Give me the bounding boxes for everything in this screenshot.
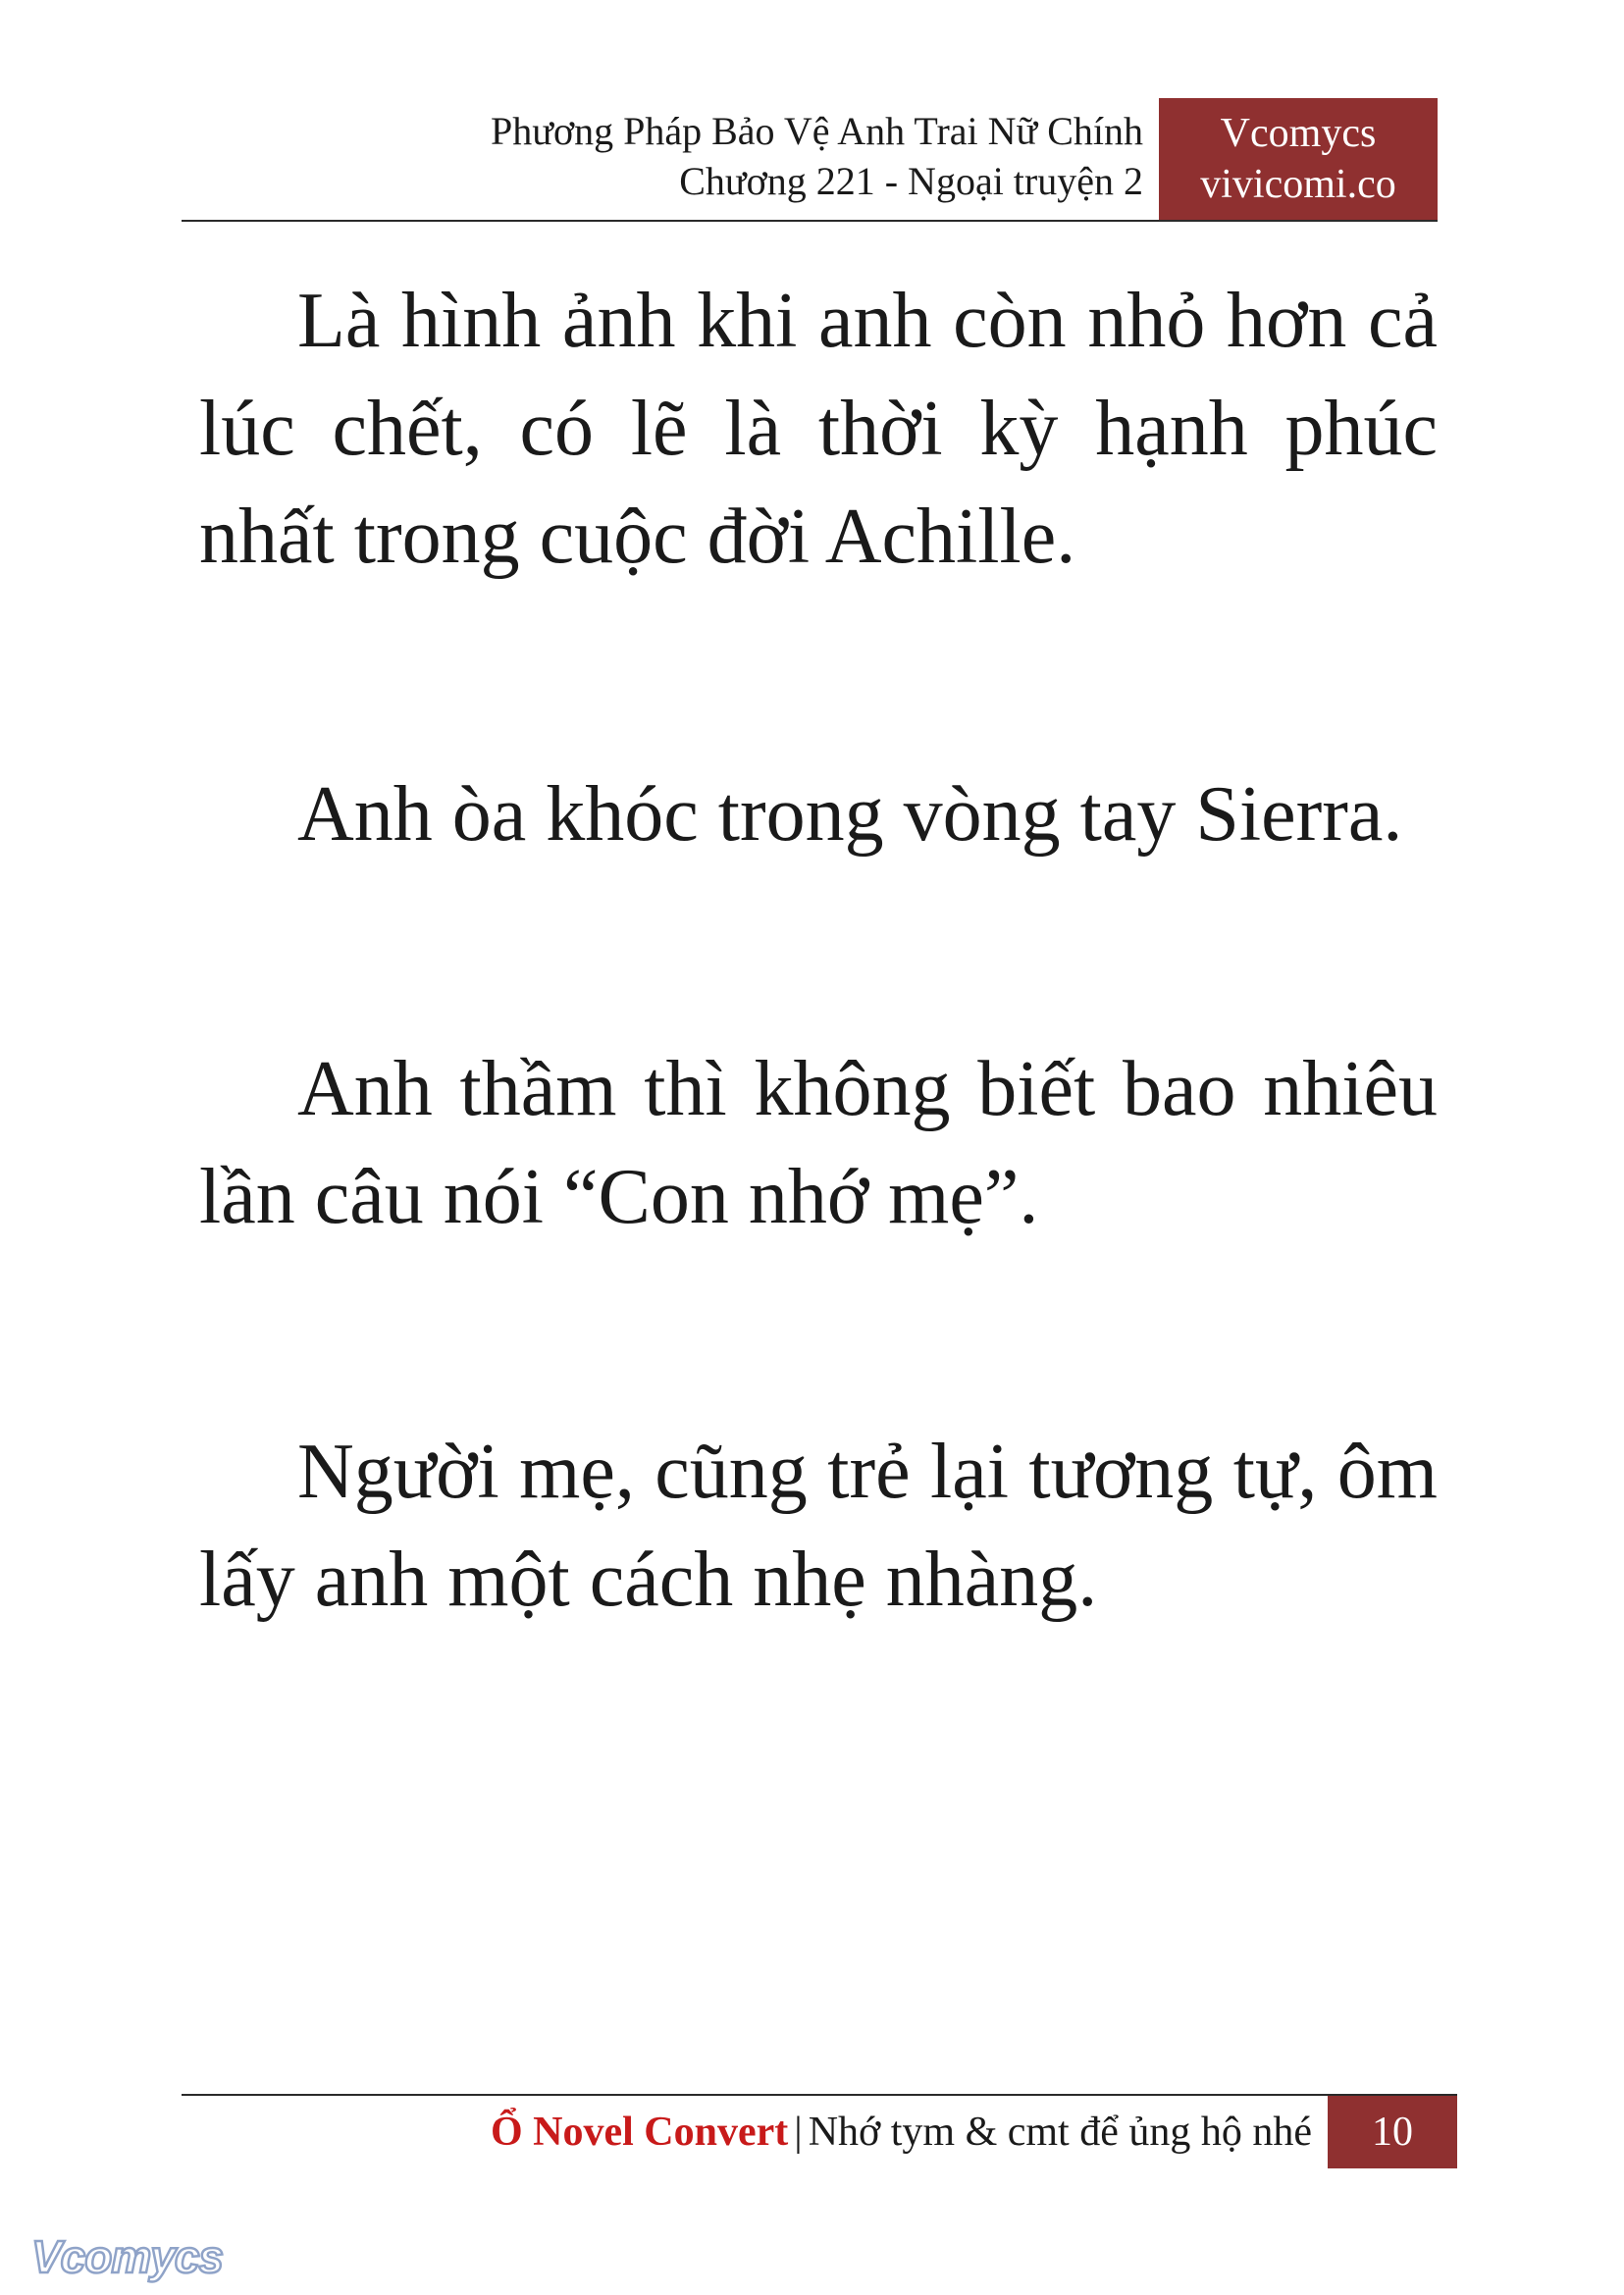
page-number: 10 [1328,2096,1457,2168]
footer-note [491,2108,1312,2157]
vcomycs-logo [27,2227,253,2286]
running-header [491,106,1143,206]
book-title: Phương Pháp Bảo Vệ Anh Trai Nữ Chính [491,109,1143,153]
footer-brand: Ổ Novel Convert [490,2110,789,2155]
header-divider [182,220,1438,222]
paragraph-2: Anh òa khóc trong vòng tay Sierra. [297,771,1403,858]
paragraph-3: Anh thầm thì không biết bao nhiêu lần câu nói “Con nhớ mẹ”. [199,1046,1438,1240]
chapter-title: Chương 221 - Ngoại truyện 2 [679,159,1143,203]
footer-divider [182,2094,1457,2096]
logo-wordmark: Vcomycs [31,2231,224,2282]
footer-message: Nhớ tym & cmt để ủng hộ nhé [808,2110,1312,2155]
footer-separator: | [794,2110,803,2155]
site-name: Vcomycs [1220,111,1377,156]
paragraph-1: Là hình ảnh khi anh còn nhỏ hơn cả lúc chết, có lẽ là thời kỳ hạnh phúc nhất trong cuộc đời Achille. [199,278,1438,580]
site-url: vivicomi.co [1200,162,1396,207]
paragraph-4: Người mẹ, cũng trẻ lại tương tự, ôm lấy anh một cách nhẹ nhàng. [199,1429,1438,1623]
site-badge [1159,98,1438,221]
